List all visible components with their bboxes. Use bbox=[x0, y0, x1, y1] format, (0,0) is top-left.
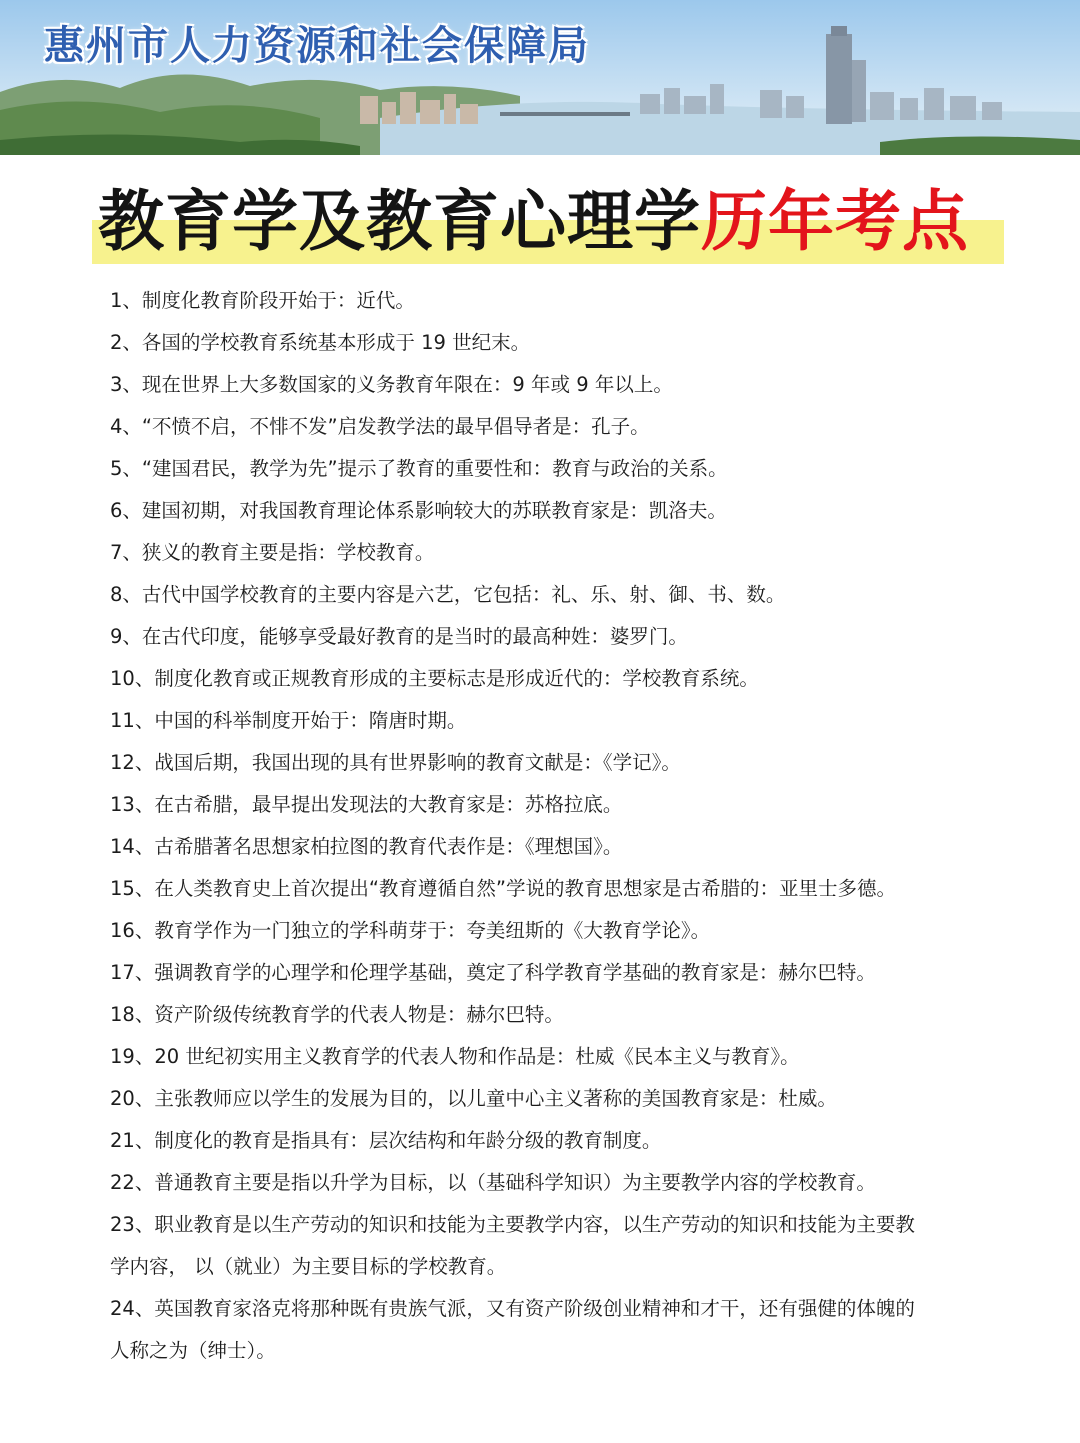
list-item-continuation: 人称之为（绅士）。 bbox=[110, 1339, 276, 1362]
list-item: 24、英国教育家洛克将那种既有贵族气派，又有资产阶级创业精神和才干，还有强健的体魄的 bbox=[110, 1297, 915, 1320]
list-item-continuation: 学内容， 以（就业）为主要目标的学校教育。 bbox=[110, 1255, 507, 1278]
list-item: 7、狭义的教育主要是指：学校教育。 bbox=[110, 541, 435, 564]
list-item: 12、战国后期，我国出现的具有世界影响的教育文献是：《学记》。 bbox=[110, 751, 681, 774]
page-title bbox=[98, 178, 969, 264]
list-item: 8、古代中国学校教育的主要内容是六艺，它包括：礼、乐、射、御、书、数。 bbox=[110, 583, 786, 606]
list-item: 17、强调教育学的心理学和伦理学基础，奠定了科学教育学基础的教育家是：赫尔巴特。 bbox=[110, 961, 876, 984]
list-item: 22、普通教育主要是指以升学为目标，以（基础科学知识）为主要教学内容的学校教育。 bbox=[110, 1171, 876, 1194]
exam-points-list bbox=[110, 280, 990, 1372]
list-item: 20、主张教师应以学生的发展为目的，以儿童中心主义著称的美国教育家是：杜威。 bbox=[110, 1087, 837, 1110]
list-item: 14、古希腊著名思想家柏拉图的教育代表作是：《理想国》。 bbox=[110, 835, 623, 858]
list-item: 2、各国的学校教育系统基本形成于 19 世纪末。 bbox=[110, 331, 531, 354]
agency-name: 惠州市人力资源和社会保障局 bbox=[44, 22, 590, 69]
list-item: 15、在人类教育史上首次提出“教育遵循自然”学说的教育思想家是古希腊的：亚里士多德。 bbox=[110, 877, 897, 900]
header-banner bbox=[0, 0, 1080, 155]
list-item: 18、资产阶级传统教育学的代表人物是：赫尔巴特。 bbox=[110, 1003, 564, 1026]
list-item: 3、现在世界上大多数国家的义务教育年限在：9 年或 9 年以上。 bbox=[110, 373, 673, 396]
list-item: 21、制度化的教育是指具有：层次结构和年龄分级的教育制度。 bbox=[110, 1129, 662, 1152]
title-part-black: 教育学及教育心理学 bbox=[98, 182, 701, 260]
list-item: 10、制度化教育或正规教育形成的主要标志是形成近代的：学校教育系统。 bbox=[110, 667, 759, 690]
title-part-red: 历年考点 bbox=[701, 182, 969, 260]
list-item: 13、在古希腊，最早提出发现法的大教育家是：苏格拉底。 bbox=[110, 793, 623, 816]
list-item: 19、20 世纪初实用主义教育学的代表人物和作品是：杜威《民本主义与教育》。 bbox=[110, 1045, 800, 1068]
list-item: 11、中国的科举制度开始于：隋唐时期。 bbox=[110, 709, 467, 732]
list-item: 23、职业教育是以生产劳动的知识和技能为主要教学内容，以生产劳动的知识和技能为主要教 bbox=[110, 1213, 915, 1236]
page-title-block bbox=[92, 178, 1004, 264]
list-item: 1、制度化教育阶段开始于：近代。 bbox=[110, 289, 415, 312]
list-item: 6、建国初期，对我国教育理论体系影响较大的苏联教育家是：凯洛夫。 bbox=[110, 499, 727, 522]
list-item: 16、教育学作为一门独立的学科萌芽于：夸美纽斯的《大教育学论》。 bbox=[110, 919, 711, 942]
list-item: 9、在古代印度，能够享受最好教育的是当时的最高种姓：婆罗门。 bbox=[110, 625, 688, 648]
list-item: 5、“建国君民，教学为先”提示了教育的重要性和：教育与政治的关系。 bbox=[110, 457, 728, 480]
list-item: 4、“不愤不启，不悱不发”启发教学法的最早倡导者是：孔子。 bbox=[110, 415, 650, 438]
